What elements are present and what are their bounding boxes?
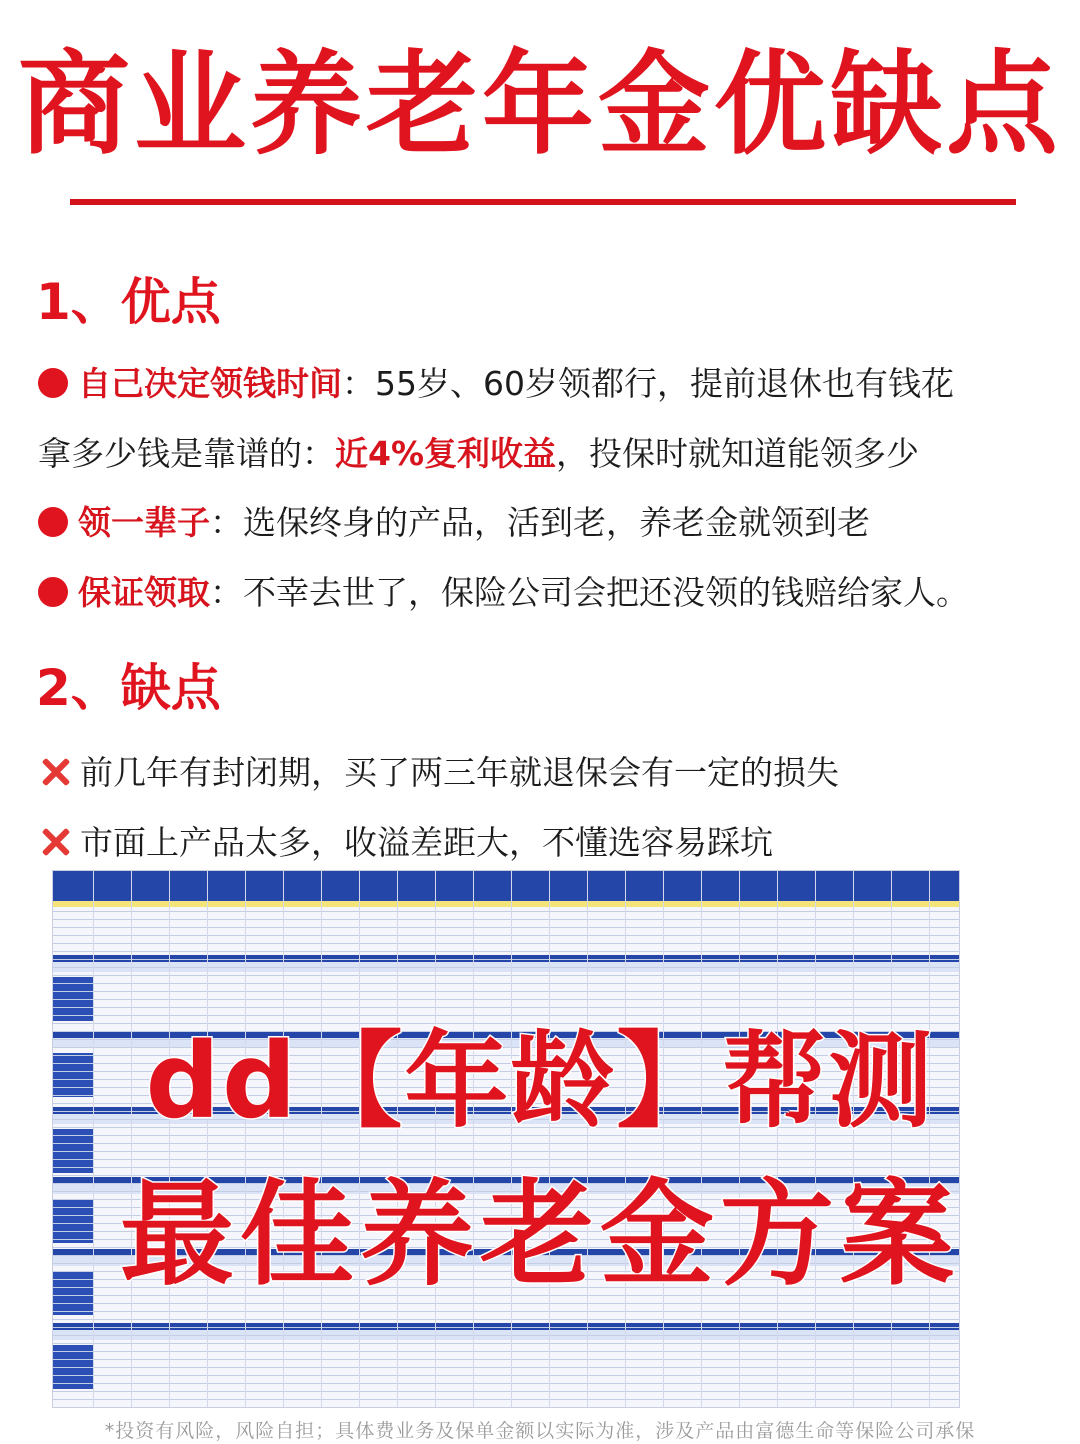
cross-mark-icon <box>38 755 72 789</box>
sheet-row-line <box>53 1335 959 1336</box>
sheet-row-line <box>53 1311 959 1312</box>
con-item-2 <box>38 822 773 865</box>
pro-item-1-highlight: 自己决定领钱时间 <box>78 364 342 403</box>
sheet-row-line <box>53 1015 959 1016</box>
disclaimer: *投资有风险，风险自担；具体费业务及保单金额以实际为准，涉及产品由富德生命等保险公司承保 <box>104 1420 976 1442</box>
sheet-header-band <box>53 871 959 901</box>
sheet-row-line <box>53 1391 959 1392</box>
sheet-row-line <box>53 991 959 992</box>
pro-item-2-post: ，投保时就知道能领多少 <box>556 434 920 473</box>
title-divider <box>70 199 1016 205</box>
sheet-row-line <box>53 935 959 936</box>
sheet-row-line <box>53 919 959 920</box>
sheet-row-line <box>53 1159 959 1160</box>
sheet-row-line <box>53 911 959 912</box>
sheet-row-line <box>53 1367 959 1368</box>
sheet-row-line <box>53 999 959 1000</box>
sheet-row-line <box>53 1327 959 1328</box>
sheet-row-line <box>53 983 959 984</box>
sheet-row-line <box>53 1375 959 1376</box>
cross-mark-icon <box>38 825 72 859</box>
pro-item-4-highlight: 保证领取 <box>78 573 210 612</box>
sheet-row-line <box>53 951 959 952</box>
cons-heading: 2、缺点 <box>36 659 221 717</box>
bullet-dot-icon <box>38 368 68 398</box>
pro-item-1-text: ：55岁、60岁领都行，提前退休也有钱花 <box>342 364 954 403</box>
pro-item-3 <box>38 502 870 545</box>
con-item-2-text: 市面上产品太多，收溢差距大，不懂选容易踩坑 <box>80 823 773 862</box>
con-item-1 <box>38 752 839 795</box>
bullet-dot-icon <box>38 507 68 537</box>
overlay-line-1: dd【年龄】帮测 <box>145 1020 935 1142</box>
sheet-column-line <box>93 871 94 1407</box>
sheet-row-line <box>53 959 959 960</box>
sheet-highlight-row <box>53 901 959 907</box>
sheet-column-line <box>131 871 132 1407</box>
sheet-row-line <box>53 967 959 968</box>
sheet-row-line <box>53 1151 959 1152</box>
sheet-row-line <box>53 1343 959 1344</box>
pro-item-2 <box>38 433 919 476</box>
sheet-row-line <box>53 1319 959 1320</box>
sheet-row-line <box>53 1399 959 1400</box>
page-title: 商业养老年金优缺点 <box>18 40 1062 170</box>
con-item-1-text: 前几年有封闭期，买了两三年就退保会有一定的损失 <box>80 753 839 792</box>
pro-item-1 <box>38 363 954 406</box>
sheet-row-line <box>53 927 959 928</box>
pro-item-2-pre: 拿多少钱是靠谱的： <box>38 434 335 473</box>
bullet-dot-icon <box>38 577 68 607</box>
sheet-row-line <box>53 1351 959 1352</box>
sheet-row-line <box>53 1359 959 1360</box>
overlay-line-2: 最佳养老金方案 <box>119 1168 960 1301</box>
pro-item-3-text: ：选保终身的产品，活到老，养老金就领到老 <box>210 503 870 542</box>
pro-item-4-text: ：不幸去世了，保险公司会把还没领的钱赔给家人。 <box>210 573 969 612</box>
sheet-row-line <box>53 1007 959 1008</box>
pro-item-4 <box>38 572 969 615</box>
sheet-row-line <box>53 1143 959 1144</box>
sheet-row-line <box>53 943 959 944</box>
pros-heading: 1、优点 <box>36 273 221 331</box>
sheet-row-line <box>53 975 959 976</box>
sheet-row-line <box>53 1383 959 1384</box>
sheet-row-line <box>53 1407 959 1408</box>
pro-item-2-highlight: 近4%复利收益 <box>335 434 557 473</box>
pro-item-3-highlight: 领一辈子 <box>78 503 210 542</box>
sheet-row-line <box>53 1303 959 1304</box>
